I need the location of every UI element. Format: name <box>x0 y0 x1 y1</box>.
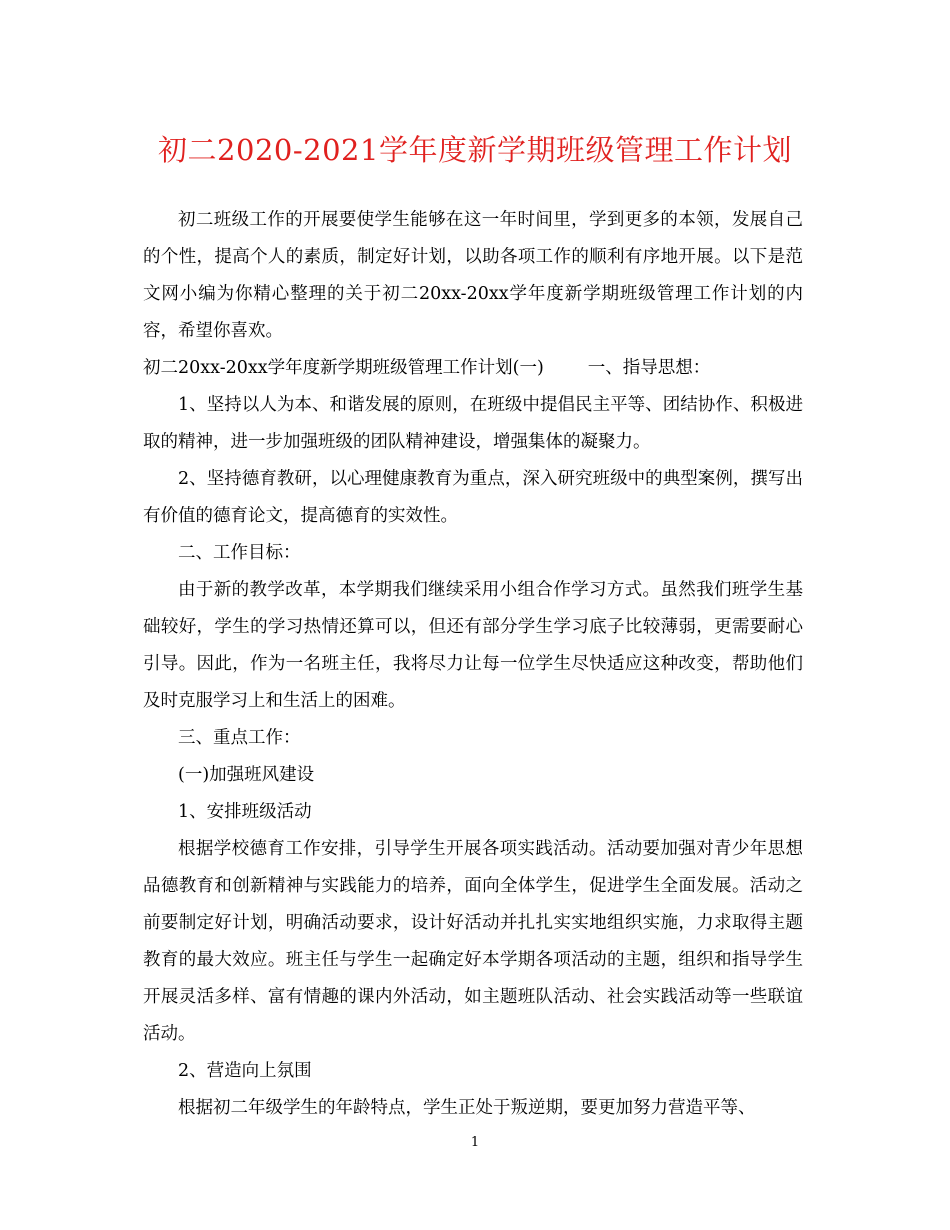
document-title: 初二2020-2021学年度新学期班级管理工作计划 <box>158 133 792 167</box>
subsection-heading-class-style: (一)加强班风建设 <box>178 765 315 785</box>
point-heading-atmosphere: 2、营造向上氛围 <box>178 1061 312 1081</box>
section-heading-work-goals: 二、工作目标： <box>178 543 301 563</box>
intro-paragraph: 初二班级工作的开展要使学生能够在这一年时间里，学到更多的本领，发展自己的个性，提高个人的素质，制定好计划，以助各项工作的顺利有序地开展。以下是范文网小编为你精心整理的关于初二20xx-20xx学年度新学期班级管理工作计划的内容，希望你喜欢。 <box>143 210 803 341</box>
class-activities-paragraph: 根据学校德育工作安排，引导学生开展各项实践活动。活动要加强对青少年思想品德教育和创新精神与实践能力的培养，面向全体学生，促进学生全面发展。活动之前要制定好计划，明确活动要求，设计好活动并扎扎实实地组织实施，力求取得主题教育的最大效应。班主任与学生一起确定好本学期各项活动的主题，组织和指导学生开展灵活多样、富有情趣的课内外活动，如主题班队活动、社会实践活动等一些联谊活动。 <box>143 839 803 1044</box>
point-heading-class-activities: 1、安排班级活动 <box>178 802 312 822</box>
work-goals-paragraph: 由于新的教学改革，本学期我们继续采用小组合作学习方式。虽然我们班学生基础较好，学生的学习热情还算可以，但还有部分学生学习底子比较薄弱，更需要耐心引导。因此，作为一名班主任，我将尽力让每一位学生尽快适应这种改变，帮助他们及时克服学习上和生活上的困难。 <box>143 580 803 711</box>
section-heading-key-work: 三、重点工作： <box>178 728 301 748</box>
page-number: 1 <box>470 1135 480 1150</box>
guideline-item-1: 1、坚持以人为本、和谐发展的原则，在班级中提倡民主平等、团结协作、积极进取的精神，进一步加强班级的团队精神建设，增强集体的凝聚力。 <box>143 395 803 452</box>
document-body <box>143 202 803 1127</box>
plan-subtitle: 初二20xx-20xx学年度新学期班级管理工作计划(一) <box>143 358 544 378</box>
guideline-item-2: 2、坚持德育教研，以心理健康教育为重点，深入研究班级中的典型案例，撰写出有价值的德育论文，提高德育的实效性。 <box>143 469 803 526</box>
subtitle-line <box>143 350 803 387</box>
section-heading-guiding-ideology: 一、指导思想： <box>587 358 711 378</box>
atmosphere-paragraph: 根据初二年级学生的年龄特点，学生正处于叛逆期，要更加努力营造平等、 <box>178 1098 756 1118</box>
